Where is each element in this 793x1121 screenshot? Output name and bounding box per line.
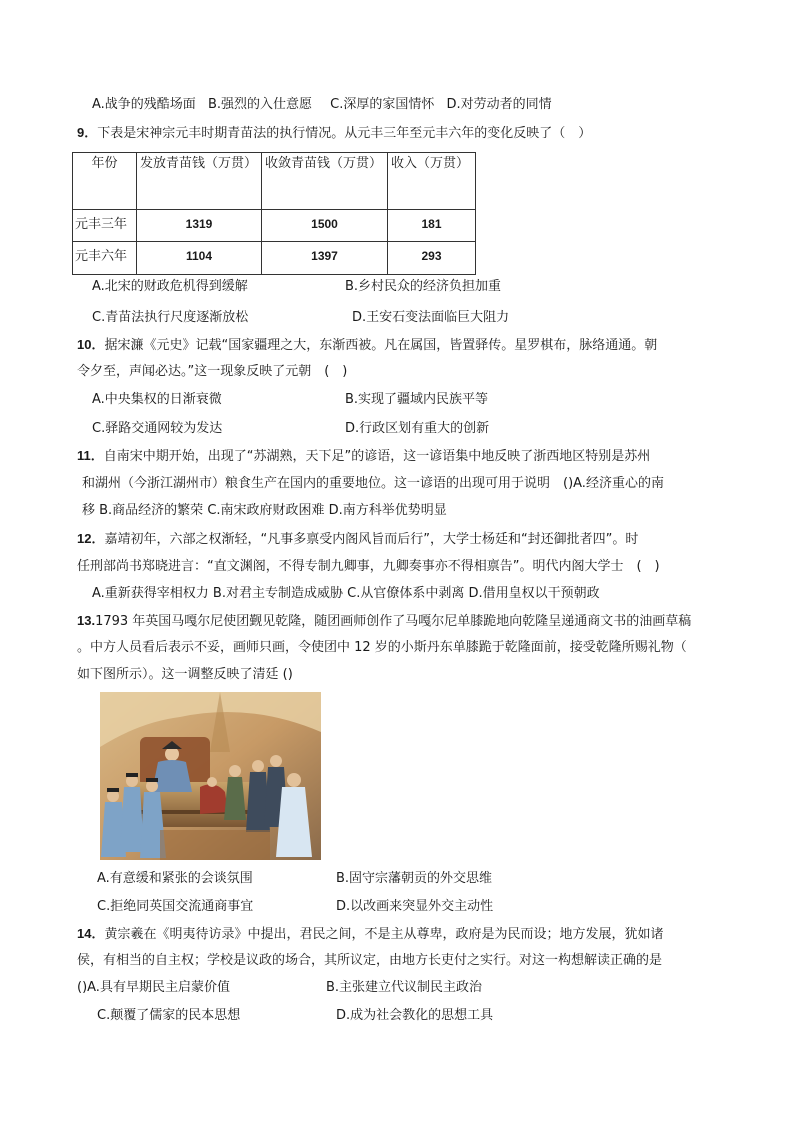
table-cell: 元丰六年 (73, 242, 137, 275)
q11-stem-line1: 11．自南宋中期开始，出现了“苏湖熟，天下足”的谚语，这一谚语集中地反映了浙西地区特别是苏州 (77, 448, 651, 464)
q9-table (72, 152, 476, 275)
q14-stem-line1: 14．黄宗羲在《明夷待访录》中提出，君民之间，不是主从尊卑，政府是为民而设；地方发展，犹如诸 (77, 926, 664, 942)
q10-option-a: A.中央集权的日渐衰微 (92, 392, 222, 407)
q13-stem-line2: 。中方人员看后表示不妥，画师只画，令使团中 12 岁的小斯丹东单膝跪于乾隆面前，接受乾隆所赐礼物（ (77, 640, 687, 655)
table-cell: 293 (388, 242, 476, 275)
table-cell: 1104 (137, 242, 262, 275)
q9-option-a: A.北宋的财政危机得到缓解 (92, 279, 248, 294)
q10-option-d: D.行政区划有重大的创新 (345, 421, 490, 436)
table-row (73, 242, 476, 275)
q13-option-c: C.拒绝同英国交流通商事宜 (97, 899, 254, 914)
table-cell: 181 (388, 210, 476, 242)
q9-stem: 9．下表是宋神宗元丰时期青苗法的执行情况。从元丰三年至元丰六年的变化反映了（ ） (77, 125, 592, 141)
table-cell: 1397 (262, 242, 388, 275)
q9-option-d: D.王安石变法面临巨大阻力 (352, 310, 510, 325)
q8-option-d: D.对劳动者的同情 (446, 97, 552, 112)
q13-option-d: D.以改画来突显外交主动性 (336, 899, 494, 914)
q8-options (92, 97, 552, 113)
q10-stem-line2: 令夕至，声闻必达。”这一现象反映了元朝 ( ) (77, 364, 348, 379)
q11-options: 移 B.商品经济的繁荣 C.南宋政府财政困难 D.南方科举优势明显 (82, 503, 447, 518)
table-row (73, 210, 476, 242)
table-header-cell: 收入（万贯） (388, 153, 476, 210)
q13-painting-image (100, 692, 321, 860)
q9-option-b: B.乡村民众的经济负担加重 (345, 279, 502, 294)
table-cell: 元丰三年 (73, 210, 137, 242)
table-cell: 1500 (262, 210, 388, 242)
q13-option-a: A.有意缓和紧张的会谈氛围 (97, 871, 253, 886)
q10-stem-line1: 10．据宋濂《元史》记载“国家疆理之大，东渐西被。凡在属国，皆置驿传。星罗棋布，脉络通通。朝 (77, 337, 658, 353)
q13-stem-line3: 如下图所示）。这一调整反映了清廷 () (77, 667, 293, 682)
q14-option-b: B.主张建立代议制民主政治 (326, 980, 483, 995)
table-header-cell: 年份 (73, 153, 137, 210)
table-cell: 1319 (137, 210, 262, 242)
q8-option-c: C.深厚的家国情怀 (330, 97, 435, 112)
painting-illustration (100, 692, 321, 860)
q13-option-b: B.固守宗藩朝贡的外交思维 (336, 871, 493, 886)
q8-option-a: A.战争的残酷场面 (92, 97, 196, 112)
q14-stem-line2: 侯，有相当的自主权；学校是议政的场合，其所议定，由地方长吏付之实行。对这一构想解读正确的是 (77, 953, 663, 968)
table-header-cell: 发放青苗钱（万贯） (137, 153, 262, 210)
q11-stem-line2: 和湖州（今浙江湖州市）粮食生产在国内的重要地位。这一谚语的出现可用于说明 ()A.经济重心的南 (82, 476, 664, 491)
q8-option-b: B.强烈的入仕意愿 (207, 97, 313, 112)
q14-option-d: D.成为社会教化的思想工具 (336, 1008, 494, 1023)
q13-stem-line1: 13.1793 年英国马嘎尔尼使团觐见乾隆，随团画师创作了马嘎尔尼单膝跪地向乾隆呈递通商文书的油画草稿 (77, 613, 692, 629)
q14-option-a: ()A.具有早期民主启蒙价值 (77, 980, 230, 995)
q14-option-c: C.颠覆了儒家的民本思想 (97, 1008, 241, 1023)
q10-option-b: B.实现了疆域内民族平等 (345, 392, 489, 407)
q9-option-c: C.青苗法执行尺度逐渐放松 (92, 310, 249, 325)
table-header-row (73, 153, 476, 210)
table-header-cell: 收敛青苗钱（万贯） (262, 153, 388, 210)
q12-stem-line1: 12．嘉靖初年，六部之权渐轻，“凡事多禀受内阁风旨而后行”，大学士杨廷和“封还御批者四”。时 (77, 531, 639, 547)
q12-options: A.重新获得宰相权力 B.对君主专制造成威胁 C.从官僚体系中剥离 D.借用皇权以干预朝政 (92, 586, 600, 601)
q12-stem-line2: 任刑部尚书郑晓进言：“直文渊阁，不得专制九卿事，九卿奏事亦不得相禀告”。明代内阁大学士 ( ) (77, 559, 660, 574)
q10-option-c: C.驿路交通网较为发达 (92, 421, 223, 436)
